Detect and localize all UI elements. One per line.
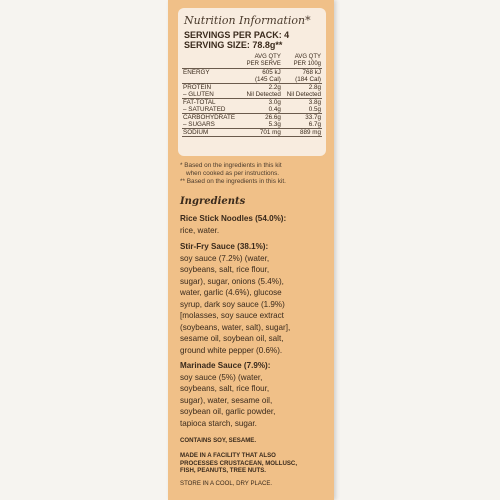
ingredient-line: (soybeans, water, salt), sugar], [180,322,291,332]
row-label: CARBOHYDRATE [182,114,242,122]
marinade-sauce-section [180,360,330,429]
row-label [182,76,242,84]
row-label: SODIUM [182,129,242,137]
row-per-serve: 26.6g [242,114,282,122]
header-per-serve-line2: PER SERVE [246,61,281,67]
ingredient-line: water, garlic (4.6%), glucose [180,288,282,297]
header-per-serve [242,54,282,69]
facility-line: FISH, PEANUTS, TREE NUTS. [180,467,266,475]
table-row [182,121,322,129]
ingredient-line: soy sauce (7.2%) (water, [180,253,270,263]
table-row [182,84,322,92]
header-per-100g-line1: AVG QTY [294,54,321,60]
ingredient-line: ground white pepper (0.6%). [180,345,283,355]
marinade-heading: Marinade Sauce (7.9%): [180,361,271,370]
stir-fry-heading: Stir-Fry Sauce (38.1%): [180,242,269,251]
ingredient-line: soybeans, salt, rice flour, [180,265,270,274]
ingredient-line: sugar), water, sesame oil, [180,395,273,405]
table-row [182,129,322,137]
row-per-serve: 0.4g [268,106,281,113]
row-label: – SUGARS [183,121,215,128]
nutrition-title: Nutrition Information* [184,14,311,27]
row-per-100g: 0.5g [308,106,321,113]
row-label: – SATURATED [183,106,226,113]
table-row [182,106,322,114]
row-per-serve: Nil Detected [246,91,281,98]
row-per-100g: (184 Cal) [295,76,321,83]
stir-fry-sauce-section [180,241,330,356]
ingredient-line: rice, water. [180,225,220,235]
ingredients-title: Ingredients [180,196,246,207]
row-per-serve: 701 mg [242,129,282,137]
header-per-100g-line2: PER 100g [293,61,321,67]
table-row [182,114,322,122]
row-per-100g: 768 kJ [302,69,321,76]
facility-line: PROCESSES CRUSTACEAN, MOLLUSC, [180,459,298,467]
row-per-serve: 2.2g [242,84,282,92]
row-per-serve: 605 kJ [262,69,281,76]
nutrition-information-box [178,8,326,156]
ingredient-line: soybeans, salt, rice flour, [180,384,270,393]
header-label-col [182,54,242,69]
ingredient-line: soybean oil, garlic powder, [180,407,276,416]
footnote-line: * Based on the ingredients in this kit [180,162,282,169]
facility-statement [180,452,330,475]
row-per-100g: 3.8g [282,99,322,107]
storage-instructions: STORE IN A COOL, DRY PLACE. [180,480,273,487]
row-per-serve: 3.0g [242,99,282,107]
row-per-serve: (145 Cal) [254,76,281,83]
allergen-statement: CONTAINS SOY, SESAME. [180,437,257,444]
nutrition-table-header [182,54,322,69]
ingredient-line: soy sauce (5%) (water, [180,372,263,382]
row-per-serve: 5.3g [268,121,281,128]
nutrition-footnotes [180,162,326,186]
row-per-100g: 6.7g [308,121,321,128]
row-per-100g: Nil Detected [286,91,321,98]
facility-line: MADE IN A FACILITY THAT ALSO [180,452,276,459]
noodles-section [180,213,330,236]
table-row [182,69,322,77]
ingredient-line: sugar), sugar, onions (5.4%), [180,276,284,286]
ingredient-line: sesame oil, soybean oil, salt, [180,334,284,343]
table-row [182,99,322,107]
header-per-serve-line1: AVG QTY [254,54,281,60]
footnote-line: ** Based on the ingredients in this kit. [180,178,286,185]
serving-size: SERVING SIZE: 78.8g** [184,40,283,50]
row-per-100g: 2.8g [282,84,322,92]
row-label: FAT-TOTAL [182,99,242,107]
servings-per-pack: SERVINGS PER PACK: 4 [184,30,290,40]
row-per-100g: 889 mg [282,129,322,137]
ingredient-line: tapioca starch, sugar. [180,418,257,428]
row-label: – GLUTEN [183,91,214,98]
row-label: PROTEIN [182,84,242,92]
footnote-line: when cooked as per instructions. [186,170,280,177]
ingredients-label-panel [168,0,334,500]
header-per-100g [282,54,322,69]
noodles-heading: Rice Stick Noodles (54.0%): [180,214,287,223]
nutrition-table [182,54,322,137]
table-row [182,76,322,84]
row-label: ENERGY [183,69,210,76]
table-row [182,91,322,99]
ingredient-line: [molasses, soy sauce extract [180,311,284,320]
row-per-100g: 33.7g [282,114,322,122]
ingredient-line: syrup, dark soy sauce (1.9%) [180,299,285,309]
